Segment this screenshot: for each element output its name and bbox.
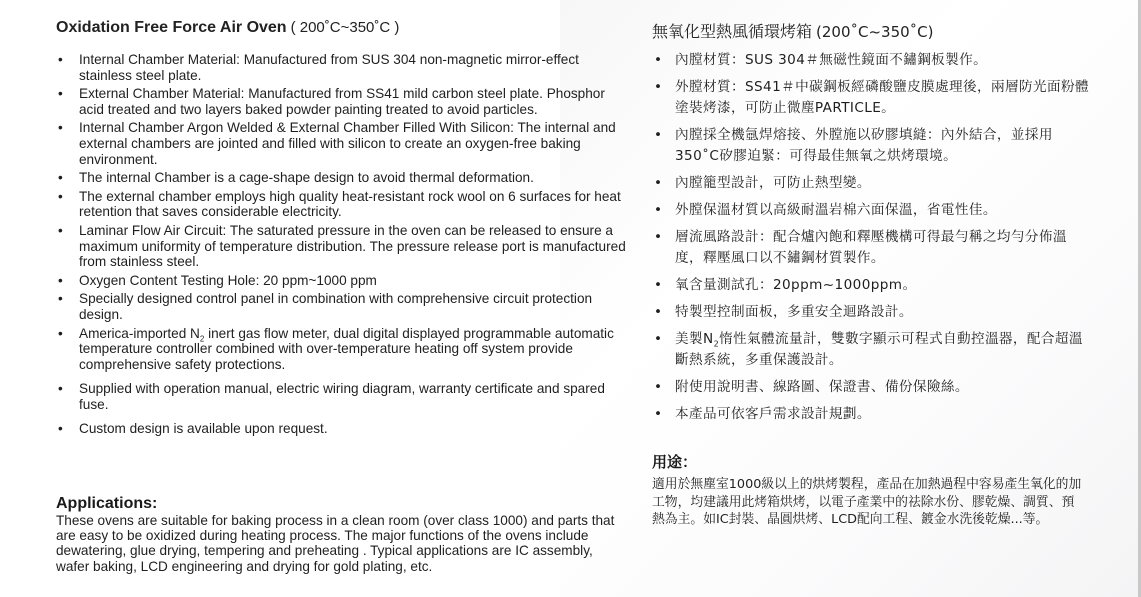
list-item: • 特製型控制面板，多重安全迴路設計。 xyxy=(652,302,1092,323)
list-item: • Custom design is available upon request. xyxy=(56,421,626,437)
english-title-text: Oxidation Free Force Air Oven xyxy=(56,19,287,36)
list-item: • 外膛材質：SS41＃中碳鋼板經磷酸鹽皮膜處理後，兩層防光面粉體塗裝烤漆，可防止微塵PARTICLE。 xyxy=(652,77,1092,119)
list-item: • 內膛籠型設計，可防止熱型變。 xyxy=(652,173,1092,194)
list-item-n2-flow-meter xyxy=(652,329,1092,371)
list-item: • The internal Chamber is a cage-shape design to avoid thermal deformation. xyxy=(56,170,626,186)
chinese-feature-list xyxy=(652,50,1092,431)
english-title xyxy=(56,19,399,37)
list-item: • Laminar Flow Air Circuit: The saturated pressure in the oven can be released to ensure a maximum uniformity of temperature distribution. The pressure release port is manufactured from stainless steel. xyxy=(56,223,626,270)
chinese-applications-text: 適用於無塵室1000級以上的烘烤製程，產品在加熱過程中容易產生氧化的加工物，均建議用此烤箱烘烤，以電子產業中的祛除水份、膠乾燥、調質、預熱為主。如IC封裝、晶圓烘烤、LCD配向工程、鍍金水洗後乾燥...等。 xyxy=(652,477,1082,527)
list-item: • Oxygen Content Testing Hole: 20 ppm~1000 ppm xyxy=(56,273,626,289)
english-applications xyxy=(56,495,626,574)
n2-text-after: inert gas flow meter, dual digital displayed programmable automatic temperature controller combined with over-temperature heating off system provide comprehensive safety protections. xyxy=(79,325,614,372)
chinese-applications-heading: 用途： xyxy=(652,453,698,471)
list-item: • Supplied with operation manual, electric wiring diagram, warranty certificate and spared fuse. xyxy=(56,381,626,412)
list-item: • 氧含量測試孔：20ppm~1000ppm。 xyxy=(652,275,1092,296)
list-item: • 內膛材質：SUS 304＃無磁性鏡面不鏽鋼板製作。 xyxy=(652,50,1092,71)
chinese-title-range: (200˚C~350˚C) xyxy=(816,23,934,41)
list-item: • Internal Chamber Material: Manufactured from SUS 304 non-magnetic mirror-effect stainless steel plate. xyxy=(56,52,626,83)
chinese-applications xyxy=(652,452,1082,529)
chinese-title-text: 無氧化型熱風循環烤箱 xyxy=(652,22,813,41)
list-item: • 內膛採全機氬焊熔接、外膛施以矽膠填縫：內外結合，並採用350˚C矽膠迫緊：可得最佳無氧之烘烤環境。 xyxy=(652,125,1092,167)
list-item-n2-flow-meter xyxy=(56,326,626,373)
english-title-range: ( 200˚C~350˚C ) xyxy=(290,19,400,36)
list-item: • 本產品可依客戶需求設計規劃。 xyxy=(652,404,1092,425)
list-item: • Specially designed control panel in combination with comprehensive circuit protection design. xyxy=(56,291,626,322)
list-item: • Internal Chamber Argon Welded & External Chamber Filled With Silicon: The internal and external chambers are jointed and filled with silicon to create an oxygen-free baking environment. xyxy=(56,120,626,167)
list-item: • External Chamber Material: Manufactured from SS41 mild carbon steel plate. Phosphor acid treated and two layers baked powder painting treated to avoid particles. xyxy=(56,86,626,117)
n2-subscript: 2 xyxy=(199,334,205,344)
list-item: • The external chamber employs high quality heat-resistant rock wool on 6 surfaces for heat retention that saves considerable electricity. xyxy=(56,189,626,220)
n2-subscript: 2 xyxy=(713,339,720,349)
list-item: • 外膛保溫材質以高級耐溫岩棉六面保溫，省電性佳。 xyxy=(652,200,1092,221)
chinese-title xyxy=(652,19,934,42)
english-applications-heading: Applications: xyxy=(56,495,158,512)
english-applications-text: These ovens are suitable for baking process in a clean room (over class 1000) and parts that are easy to be oxidized during heating process. The major functions of the ovens include dewatering, glue drying, tempering and preheating . Typical applications are IC assembly, wafer baking, LCD engineering and drying for gold plating, etc. xyxy=(56,513,615,574)
list-item: • 層流風路設計：配合爐內飽和釋壓機構可得最勻稱之均勻分佈溫度，釋壓風口以不鏽鋼材質製作。 xyxy=(652,227,1092,269)
n2-text-after: 惰性氣體流量計，雙數字顯示可程式自動控溫器，配合超溫斷熱系統，多重保護設計。 xyxy=(675,331,1083,368)
n2-text-before: 美製N xyxy=(675,331,714,347)
n2-text-before: America-imported N xyxy=(79,325,200,341)
english-feature-list xyxy=(56,52,626,440)
list-item: • 附使用說明書、線路圖、保證書、備份保險絲。 xyxy=(652,377,1092,398)
